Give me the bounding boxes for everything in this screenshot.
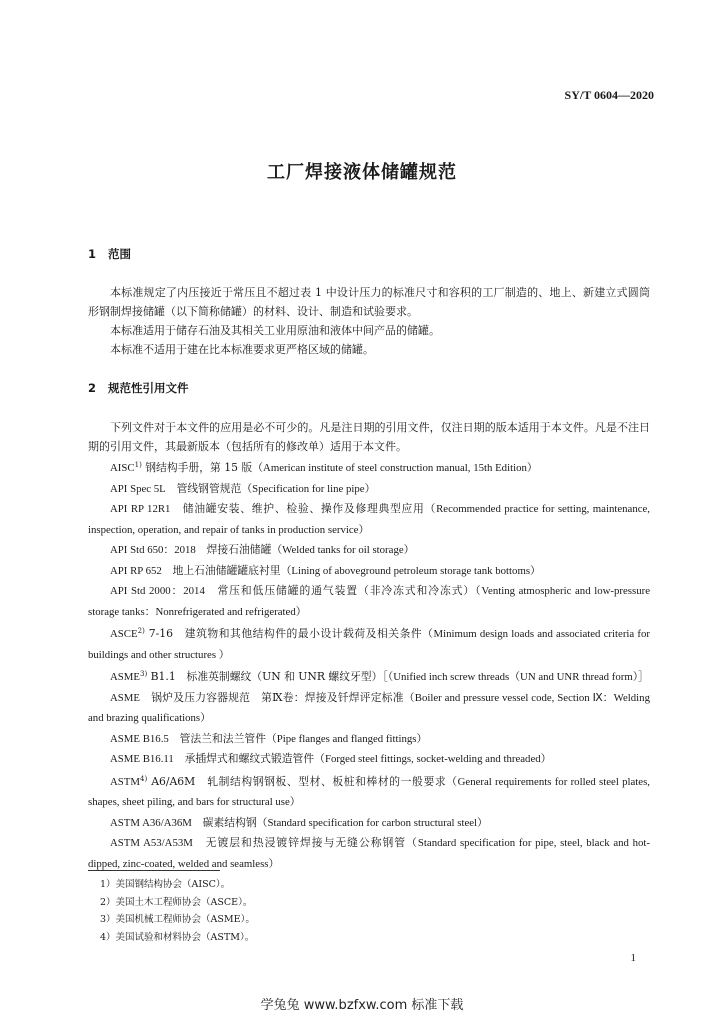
section-1-paragraph: 本标准不适用于建在比本标准要求更严格区域的储罐。 — [110, 343, 374, 356]
ref-title-en: （Standard specification for carbon structural steel） — [256, 816, 488, 829]
footnote: 4）美国试验和材料协会（ASTM）。 — [100, 931, 255, 943]
ref-title-en: （General requirements for rolled steel plates, shapes, sheet piling, and bars for structural use） — [88, 775, 650, 808]
ref-title-en: （Lining of aboveground petroleum storage tank bottoms） — [280, 564, 541, 577]
watermark-link[interactable]: 学兔兔 www.bzfxw.com 标准下载 — [260, 998, 464, 1013]
section-2-intro: 下列文件对于本文件的应用是必不可少的。凡是注日期的引用文件，仅注日期的版本适用于本文件。凡是不注日期的引用文件，其最新版本（包括所有的修改单）适用于本文件。 — [88, 421, 650, 453]
ref-code: AISC — [110, 462, 135, 474]
ref-title-cn: 锅炉及压力容器规范 第Ⅸ卷：焊接及钎焊评定标准 — [140, 690, 404, 704]
ref-footnote-mark: 2) — [137, 627, 145, 635]
ref-title-en: （American institute of steel construction manual, 15th Edition） — [252, 462, 538, 474]
reference-item — [88, 749, 650, 770]
ref-title-cn: 焊接石油储罐 — [195, 543, 272, 556]
ref-code: ASME — [110, 671, 140, 683]
ref-title-cn: 管法兰和法兰管件 — [168, 731, 266, 745]
section-1-paragraph: 本标准适用于储存石油及其相关工业用原油和液体中间产品的储罐。 — [110, 324, 440, 337]
ref-code: API RP 652 — [110, 564, 162, 577]
reference-item — [88, 665, 650, 688]
section-1-body — [88, 283, 650, 359]
reference-item — [88, 540, 650, 561]
reference-item — [88, 622, 650, 665]
ref-title-cn: 地上石油储罐罐底衬里 — [161, 563, 281, 577]
section-1-paragraph: 本标准规定了内压接近于常压且不超过表 1 中设计压力的标准尺寸和容积的工厂制造的、地上、新建立式圆筒形钢制焊接储罐（以下简称储罐）的材料、设计、制造和试验要求。 — [88, 286, 650, 318]
ref-footnote-mark: 1) — [134, 461, 142, 469]
ref-title-en: （Venting atmospheric and low-pressure storage tanks：Nonrefrigerated and refrigerated） — [88, 585, 650, 618]
ref-title-en: （Standard specification for pipe, steel, black and hot-dipped, zinc-coated, welded and seamless） — [88, 837, 651, 870]
ref-title-en: （Forged steel fittings, socket-welding and threaded） — [314, 753, 552, 765]
reference-item — [88, 813, 650, 834]
section-2-number: 2 — [88, 381, 97, 395]
ref-title-cn: 碳素结构钢 — [191, 815, 257, 829]
reference-item — [88, 479, 650, 500]
ref-title-cn: 储油罐安装、维护、检验、操作及修理典型应用 — [170, 502, 425, 515]
footnotes — [100, 876, 255, 946]
ref-code: API Std 650：2018 — [110, 544, 196, 556]
document-title: 工厂焊接液体储罐规范 — [267, 162, 457, 183]
ref-title-en: （Specification for line pipe） — [241, 482, 376, 495]
reference-item — [88, 833, 650, 874]
reference-item — [88, 581, 650, 622]
ref-code: ASME — [110, 691, 140, 704]
ref-footnote-mark: 4) — [140, 774, 148, 783]
footnote-divider — [88, 870, 220, 871]
section-1-title: 范围 — [108, 247, 131, 261]
reference-item — [88, 770, 650, 813]
ref-code: API RP 12R1 — [110, 503, 171, 515]
section-2-title: 规范性引用文件 — [108, 381, 189, 395]
section-1-heading — [88, 246, 131, 262]
ref-footnote-mark: 3) — [140, 670, 148, 678]
standard-code: SY/T 0604—2020 — [564, 88, 654, 102]
reference-list — [88, 456, 650, 874]
ref-title-en: （Boiler and pressure vessel code, Section Ⅸ：Welding and brazing qualifications） — [88, 691, 650, 724]
ref-title-cn: 7-16 建筑物和其他结构件的最小设计载荷及相关条件 — [144, 627, 423, 640]
ref-title-cn: A6/A6M 轧制结构钢钢板、型材、板桩和棒材的一般要求 — [147, 774, 447, 788]
ref-title-en: （Welded tanks for oil storage） — [271, 544, 415, 556]
ref-title-en: ［（Unified inch screw threads（UN and UNR thread form）］ — [382, 671, 649, 683]
ref-title-en: （Recommended practice for setting, maintenance, inspection, operation, and repair of tanks in production service） — [88, 503, 651, 536]
ref-code: ASTM A36/A36M — [110, 816, 192, 829]
footnote: 3）美国机械工程师协会（ASME）。 — [100, 914, 255, 925]
ref-title-cn: 管线钢管规范 — [165, 481, 242, 495]
ref-code: ASTM — [110, 775, 140, 788]
ref-code: ASTM A53/A53M — [110, 837, 193, 849]
page-number: 1 — [630, 952, 636, 964]
ref-title-en: （Minimum design loads and associated criteria for buildings and other structures ） — [88, 628, 650, 661]
reference-item — [88, 729, 650, 750]
reference-item — [88, 456, 650, 479]
ref-title-cn: 钢结构手册，第 15 版 — [141, 461, 253, 474]
footnote: 1）美国钢结构协会（AISC）。 — [100, 879, 231, 890]
ref-title-cn: 无镀层和热浸镀锌焊接与无缝公称钢管 — [192, 836, 407, 849]
reference-item — [88, 688, 650, 729]
reference-item — [88, 499, 650, 540]
reference-item — [88, 561, 650, 582]
ref-code: ASME B16.11 — [110, 753, 174, 765]
ref-title-cn: 承插焊式和螺纹式锻造管件 — [173, 752, 315, 765]
ref-title-en: （Pipe flanges and flanged fittings） — [265, 732, 428, 745]
ref-code: ASCE — [110, 628, 138, 640]
section-1-number: 1 — [88, 247, 97, 261]
ref-code: ASME B16.5 — [110, 732, 169, 745]
section-2-heading — [88, 380, 189, 396]
ref-title-cn: 常压和低压储罐的通气装置（非冷冻式和冷冻式） — [204, 584, 476, 597]
ref-code: API Spec 5L — [110, 482, 166, 495]
ref-code: API Std 2000：2014 — [110, 585, 205, 597]
footnote: 2）美国土木工程师协会（ASCE）。 — [100, 896, 253, 908]
ref-title-cn: B1.1 标准英制螺纹（UN 和 UNR 螺纹牙型） — [147, 670, 383, 683]
